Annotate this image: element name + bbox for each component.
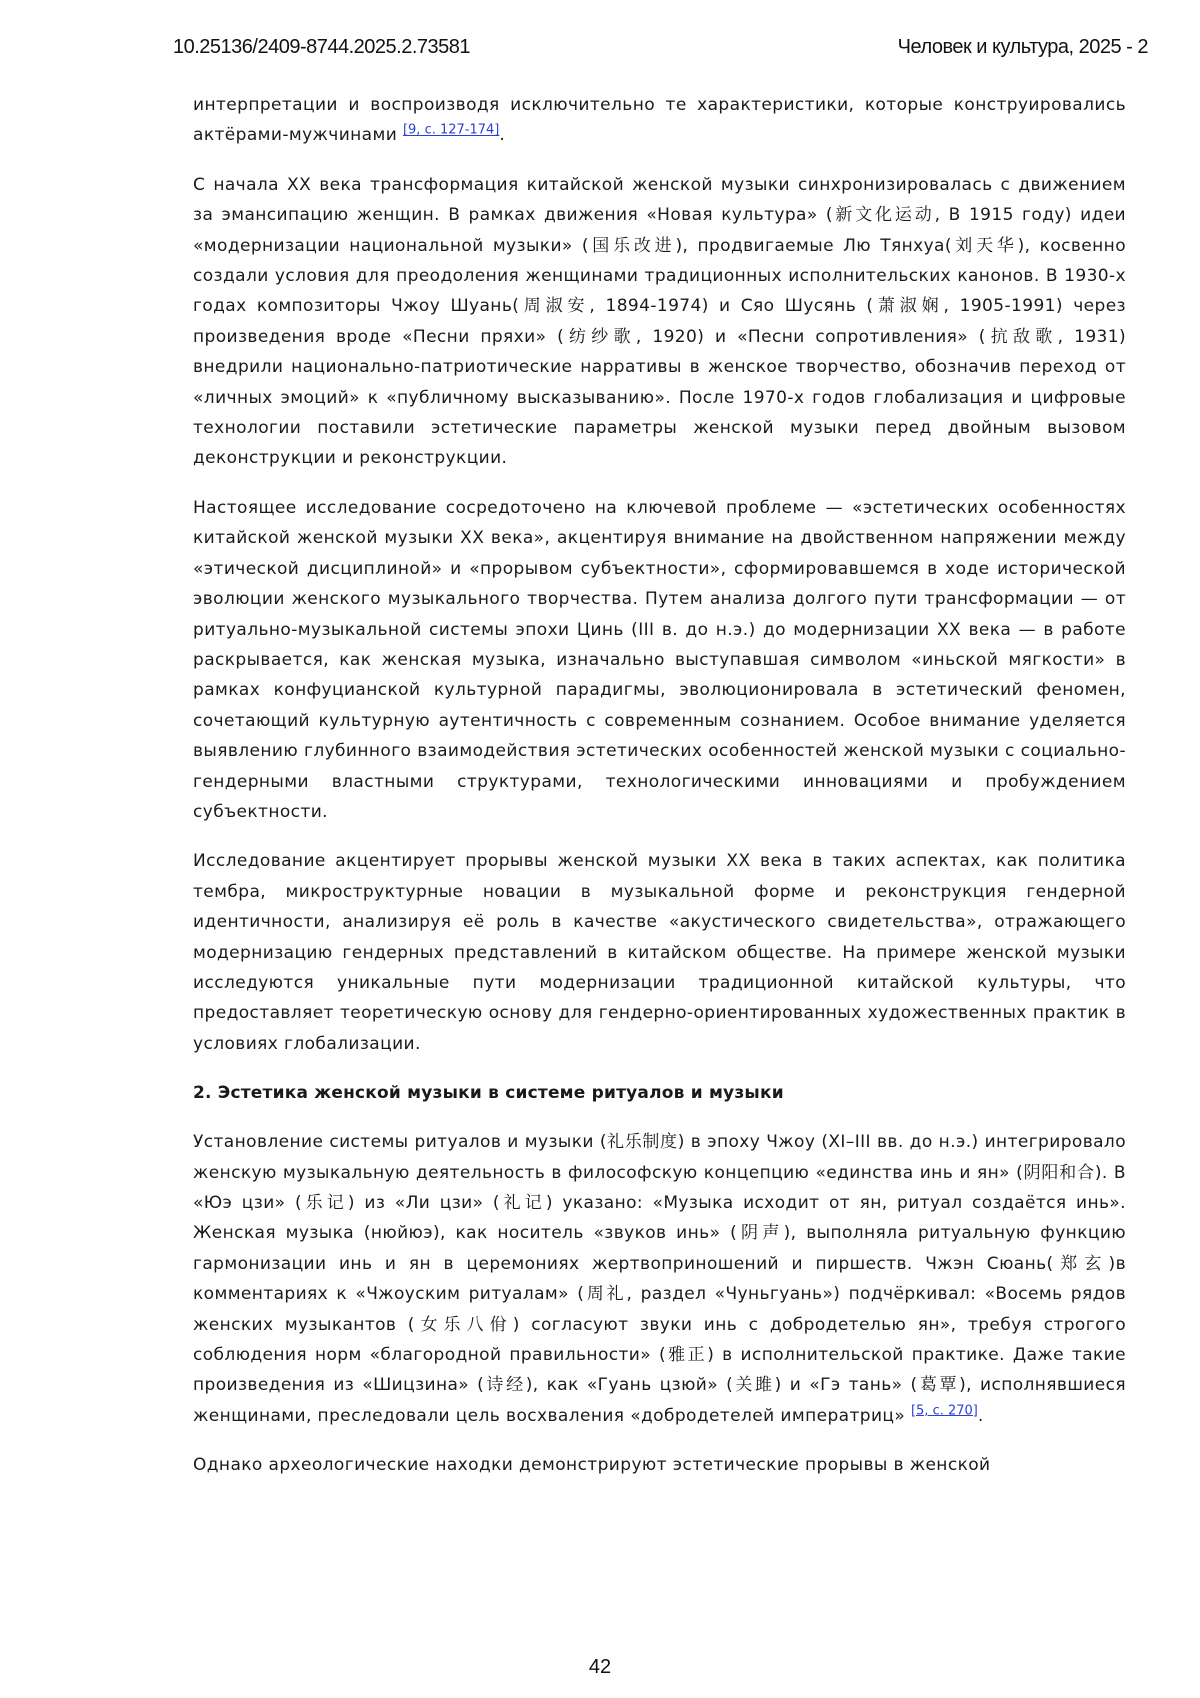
journal-header: Человек и культура, 2025 - 2 <box>897 36 1148 58</box>
paragraph-1-end: . <box>499 125 506 146</box>
paragraph-3: Настоящее исследование сосредоточено на ключевой проблеме — «эстетических особенностях китайской женской музыки XX века», акцентируя внимание на двойственном напряжении между «этической дисциплиной» и «прорывом субъектности», сформировавшемся в ходе исторической эволюции женского музыкального творчества. Путем анализа долгого пути трансформации — от ритуально-музыкальной системы эпохи Цинь (III в. до н.э.) до модернизации XX века — в работе раскрывается, как женская музыка, изначально выступавшая символом «иньской мягкости» в рамках конфуцианской культурной парадигмы, эволюционировала в эстетический феномен, сочетающий культурную аутентичность с современным сознанием. Особое внимание уделяется выявлению глубинного взаимодействия эстетических особенностей женской музыки с социально-гендерными властными структурами, технологическими инновациями и пробуждением субъектности. <box>193 497 1126 822</box>
paragraph-5-text: Установление системы ритуалов и музыки (礼乐制度) в эпоху Чжоу (XI–III вв. до н.э.) интегрировало женскую музыкальную деятельность в философскую концепцию «единства инь и ян» (阴阳和合). В «Юэ цзи» (乐记) из «Ли цзи» (礼记) указано: «Музыка исходит от ян, ритуал создаётся инь». Женская музыка (нюйюэ), как носитель «звуков инь» (阴声), выполняла ритуальную функцию гармонизации инь и ян в церемониях жертвоприношений и пиршеств. Чжэн Сюань(郑玄)в комментариях к «Чжоуским ритуалам» (周礼, раздел «Чуньгуань») подчёркивал: «Восемь рядов женских музыкантов (女乐八佾) согласуют звуки инь с добродетелью ян», требуя строгого соблюдения норм «благородной правильности» (雅正) в исполнительской практике. Даже такие произведения из «Шицзина» (诗经), как «Гуань цзюй» (关雎) и «Гэ тань» (葛覃), исполнявшиеся женщинами, преследовали цель восхваления «добродетелей императриц» <box>193 1132 1126 1426</box>
paragraph-5 <box>193 1127 1126 1431</box>
citation-link[interactable]: [9, с. 127-174] <box>402 122 500 138</box>
page-number: 42 <box>588 1656 612 1678</box>
paragraph-1 <box>193 90 1126 151</box>
citation-link[interactable]: [5, с. 270] <box>910 1403 978 1419</box>
section-heading: 2. Эстетика женской музыки в системе ритуалов и музыки <box>193 1083 784 1104</box>
doi-header: 10.25136/2409-8744.2025.2.73581 <box>173 36 471 58</box>
paragraph-5-end: . <box>977 1405 984 1426</box>
article-body <box>193 90 1126 1500</box>
paragraph-1-text: интерпретации и воспроизводя исключительно те характеристики, которые конструировались актёрами-мужчинами <box>193 95 1126 146</box>
paragraph-4: Исследование акцентирует прорывы женской музыки XX века в таких аспектах, как политика тембра, микроструктурные новации в музыкальной форме и реконструкция гендерной идентичности, анализируя её роль в качестве «акустического свидетельства», отражающего модернизацию гендерных представлений в китайском обществе. На примере женской музыки исследуются уникальные пути модернизации традиционной китайской культуры, что предоставляет теоретическую основу для гендерно-ориентированных художественных практик в условиях глобализации. <box>193 851 1126 1054</box>
paragraph-2: С начала XX века трансформация китайской женской музыки синхронизировалась с движением за эмансипацию женщин. В рамках движения «Новая культура» (新文化运动, В 1915 году) идеи «модернизации национальной музыки» (国乐改进), продвигаемые Лю Тянхуа(刘天华), косвенно создали условия для преодоления женщинами традиционных исполнительских канонов. В 1930-х годах композиторы Чжоу Шуань(周淑安, 1894-1974) и Сяо Шусянь (萧淑娴, 1905-1991) через произведения вроде «Песни пряхи» (纺纱歌, 1920) и «Песни сопротивления» (抗敌歌, 1931) внедрили национально-патриотические нарративы в женское творчество, обозначив переход от «личных эмоций» к «публичному высказыванию». После 1970-х годов глобализация и цифровые технологии поставили эстетические параметры женской музыки перед двойным вызовом деконструкции и реконструкции. <box>193 174 1126 469</box>
paragraph-6: Однако археологические находки демонстрируют эстетические прорывы в женской <box>193 1455 991 1476</box>
